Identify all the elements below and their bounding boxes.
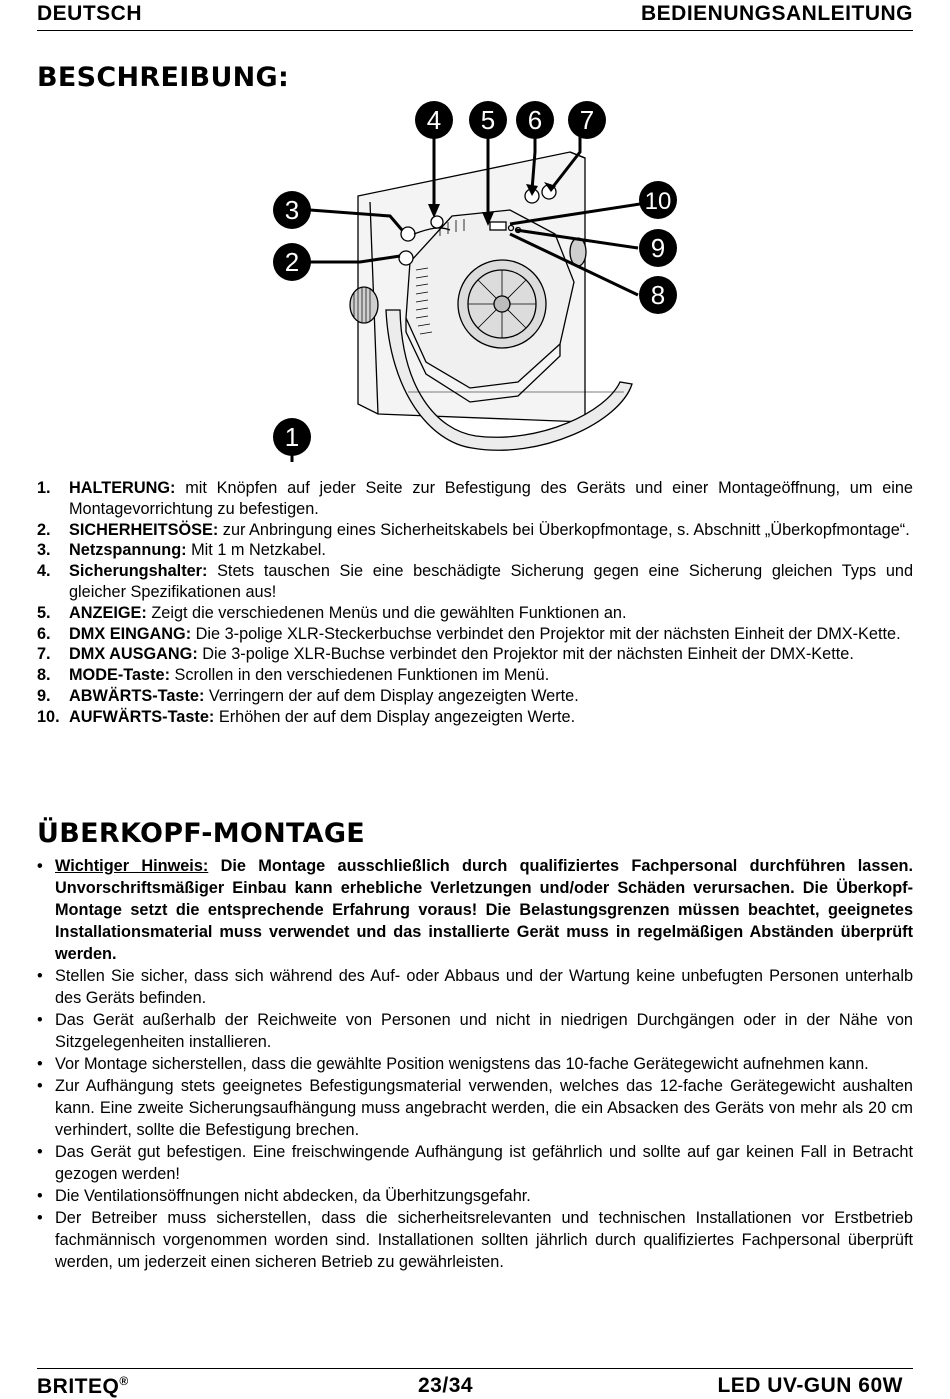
bullet-icon: • xyxy=(37,1209,43,1227)
callout-label: 10 xyxy=(644,188,672,215)
item-term: SICHERHEITSÖSE: xyxy=(69,520,219,539)
bullet-text: Die Ventilationsöffnungen nicht abdecken, da Überhitzungsgefahr. xyxy=(55,1187,531,1205)
mounting-instructions xyxy=(37,855,913,1273)
page-header xyxy=(37,2,913,31)
safety-eye xyxy=(399,251,413,265)
registered-mark: ® xyxy=(119,1374,129,1388)
callout-label: 7 xyxy=(579,105,595,135)
bullet-text: Der Betreiber muss sicherstellen, dass die sicherheitsrelevanten und technischen Installationen vor Erstbetrieb fachmännisch vorgenommen worden sind. Installationen sollten jährlich durch qualifiziertes Fachpersonal überprüft werden, um jederzeit einen sicheren Betrieb zu gewährleisten. xyxy=(55,1209,913,1271)
bullet-text: Vor Montage sicherstellen, dass die gewählte Position wenigstens das 10-fache Gerätegewicht aufnehmen kann. xyxy=(55,1055,869,1073)
callout-5 xyxy=(469,101,507,139)
item-term: AUFWÄRTS-Taste: xyxy=(69,707,215,726)
item-text: Scrollen in den verschiedenen Funktionen im Menü. xyxy=(170,666,550,685)
callout-9 xyxy=(639,229,677,267)
list-item xyxy=(37,1207,913,1273)
callout-label: 4 xyxy=(426,105,442,135)
callout-3 xyxy=(273,191,311,229)
item-number: 6. xyxy=(37,624,51,643)
list-item xyxy=(37,603,913,624)
item-term: Sicherungshalter: xyxy=(69,562,208,581)
list-item xyxy=(37,624,913,645)
item-text: Die 3-polige XLR-Buchse verbindet den Projektor mit der nächsten Einheit der DMX-Kette. xyxy=(197,645,854,664)
list-item xyxy=(37,1141,913,1185)
power-inlet xyxy=(401,227,415,241)
bullet-icon: • xyxy=(37,1077,43,1095)
callout-label: 6 xyxy=(527,105,543,135)
section-title-overhead-mounting: ÜBERKOPF-MONTAGE xyxy=(37,818,366,849)
component-list xyxy=(37,478,913,728)
callout-label: 2 xyxy=(284,247,300,277)
footer-model: LED UV-GUN 60W xyxy=(717,1374,903,1397)
item-number: 1. xyxy=(37,479,51,497)
bullet-icon: • xyxy=(37,1187,43,1205)
bullet-icon: • xyxy=(37,967,43,985)
item-term: Netzspannung: xyxy=(69,541,187,560)
item-text: Erhöhen der auf dem Display angezeigten Werte. xyxy=(214,707,576,726)
bullet-icon: • xyxy=(37,1143,43,1161)
item-term: DMX EINGANG: xyxy=(69,624,192,643)
callout-2 xyxy=(273,243,311,281)
bullet-text: Das Gerät außerhalb der Reichweite von Personen und nicht in niedrigen Durchgängen oder in der Nähe von Sitzgelegenheiten installieren. xyxy=(55,1011,913,1051)
item-text: zur Anbringung eines Sicherheitskabels bei Überkopfmontage, s. Abschnitt „Überkopfmontage“. xyxy=(218,520,910,539)
item-text: Die 3-polige XLR-Steckerbuchse verbindet den Projektor mit der nächsten Einheit der DMX-Kette. xyxy=(191,624,901,643)
bullet-text: Stellen Sie sicher, dass sich während des Auf- oder Abbaus und der Wartung keine unbefugten Personen unterhalb des Geräts befinden. xyxy=(55,967,913,1007)
item-number: 8. xyxy=(37,666,51,685)
list-item xyxy=(37,686,913,707)
item-text: Stets tauschen Sie eine beschädigte Sicherung gegen eine Sicherung gleichen Typs und gleicher Spezifikationen aus! xyxy=(69,562,913,601)
item-number: 2. xyxy=(37,520,51,539)
callout-4 xyxy=(415,101,453,139)
item-term: MODE-Taste: xyxy=(69,666,171,685)
display xyxy=(490,222,506,230)
item-text: Zeigt die verschiedenen Menüs und die gewählten Funktionen an. xyxy=(146,603,627,622)
item-number: 3. xyxy=(37,541,51,560)
item-number: 5. xyxy=(37,603,51,622)
list-item xyxy=(37,1075,913,1141)
list-item xyxy=(37,965,913,1009)
item-term: ABWÄRTS-Taste: xyxy=(69,686,205,705)
list-item xyxy=(37,644,913,665)
bullet-icon: • xyxy=(37,1055,43,1073)
callout-7 xyxy=(568,101,606,139)
fuse-holder xyxy=(431,216,443,228)
callout-6 xyxy=(516,101,554,139)
item-number: 9. xyxy=(37,686,51,705)
callout-1 xyxy=(273,418,311,456)
list-item xyxy=(37,1009,913,1053)
list-item xyxy=(37,561,913,603)
item-text: Verringern der auf dem Display angezeigten Werte. xyxy=(204,686,579,705)
list-item xyxy=(37,1053,913,1075)
callout-10 xyxy=(639,181,677,219)
list-item xyxy=(37,478,913,520)
list-item xyxy=(37,520,913,541)
item-term: HALTERUNG: xyxy=(69,479,176,497)
page-number: 23/34 xyxy=(418,1374,474,1397)
warning-item xyxy=(37,855,913,965)
item-term: ANZEIGE: xyxy=(69,603,147,622)
page-footer xyxy=(37,1368,913,1398)
bullet-icon: • xyxy=(37,1011,43,1029)
warning-text: Die Montage ausschließlich durch qualifiziertes Fachpersonal durchführen lassen. Unvorschriftsmäßiger Einbau kann erhebliche Verletzungen und/oder Schäden verursachen. Die Überkopf-Montage setzt die entsprechende Erfahrung voraus! Die Belastungsgrenzen müssen beachtet, geeignetes Installationsmaterial muss verwendet und das installierte Gerät muss in regelmäßigen Abständen überprüft werden. xyxy=(55,857,913,963)
item-number: 10. xyxy=(37,707,60,726)
footer-brand xyxy=(37,1374,129,1399)
item-number: 7. xyxy=(37,645,51,664)
bullet-text: Zur Aufhängung stets geeignetes Befestigungsmaterial verwenden, welches das 12-fache Gerätegewicht aushalten kann. Eine zweite Sicherungsaufhängung muss angebracht werden, die ein Absacken des Geräts von mehr als 20 cm verhindert, sollte die Befestigung brechen. xyxy=(55,1077,913,1139)
header-language: DEUTSCH xyxy=(37,2,143,25)
list-item xyxy=(37,540,913,561)
callout-label: 8 xyxy=(650,280,666,310)
header-doc-type: BEDIENUNGSANLEITUNG xyxy=(640,2,913,25)
bullet-text: Das Gerät gut befestigen. Eine freischwingende Aufhängung ist gefährlich und sollte auf gar keinen Fall in Betracht gezogen werden! xyxy=(55,1143,913,1183)
item-term: DMX AUSGANG: xyxy=(69,645,198,664)
section-title-description: BESCHREIBUNG: xyxy=(37,62,290,93)
callout-label: 9 xyxy=(650,233,666,263)
bullet-icon: • xyxy=(37,857,43,875)
brand-name: BRITEQ xyxy=(37,1375,120,1398)
item-text: mit Knöpfen auf jeder Seite zur Befestigung des Geräts und einer Montageöffnung, um eine Montagevorrichtung zu befestigen. xyxy=(69,479,913,518)
callout-label: 5 xyxy=(480,105,496,135)
callout-8 xyxy=(639,276,677,314)
device-diagram xyxy=(240,92,710,462)
callout-label: 3 xyxy=(284,195,300,225)
list-item xyxy=(37,665,913,686)
item-text: Mit 1 m Netzkabel. xyxy=(186,541,326,560)
warning-label: Wichtiger Hinweis: xyxy=(55,857,209,875)
list-item xyxy=(37,1185,913,1207)
callout-label: 1 xyxy=(284,422,300,452)
item-number: 4. xyxy=(37,562,51,581)
list-item xyxy=(37,707,913,728)
